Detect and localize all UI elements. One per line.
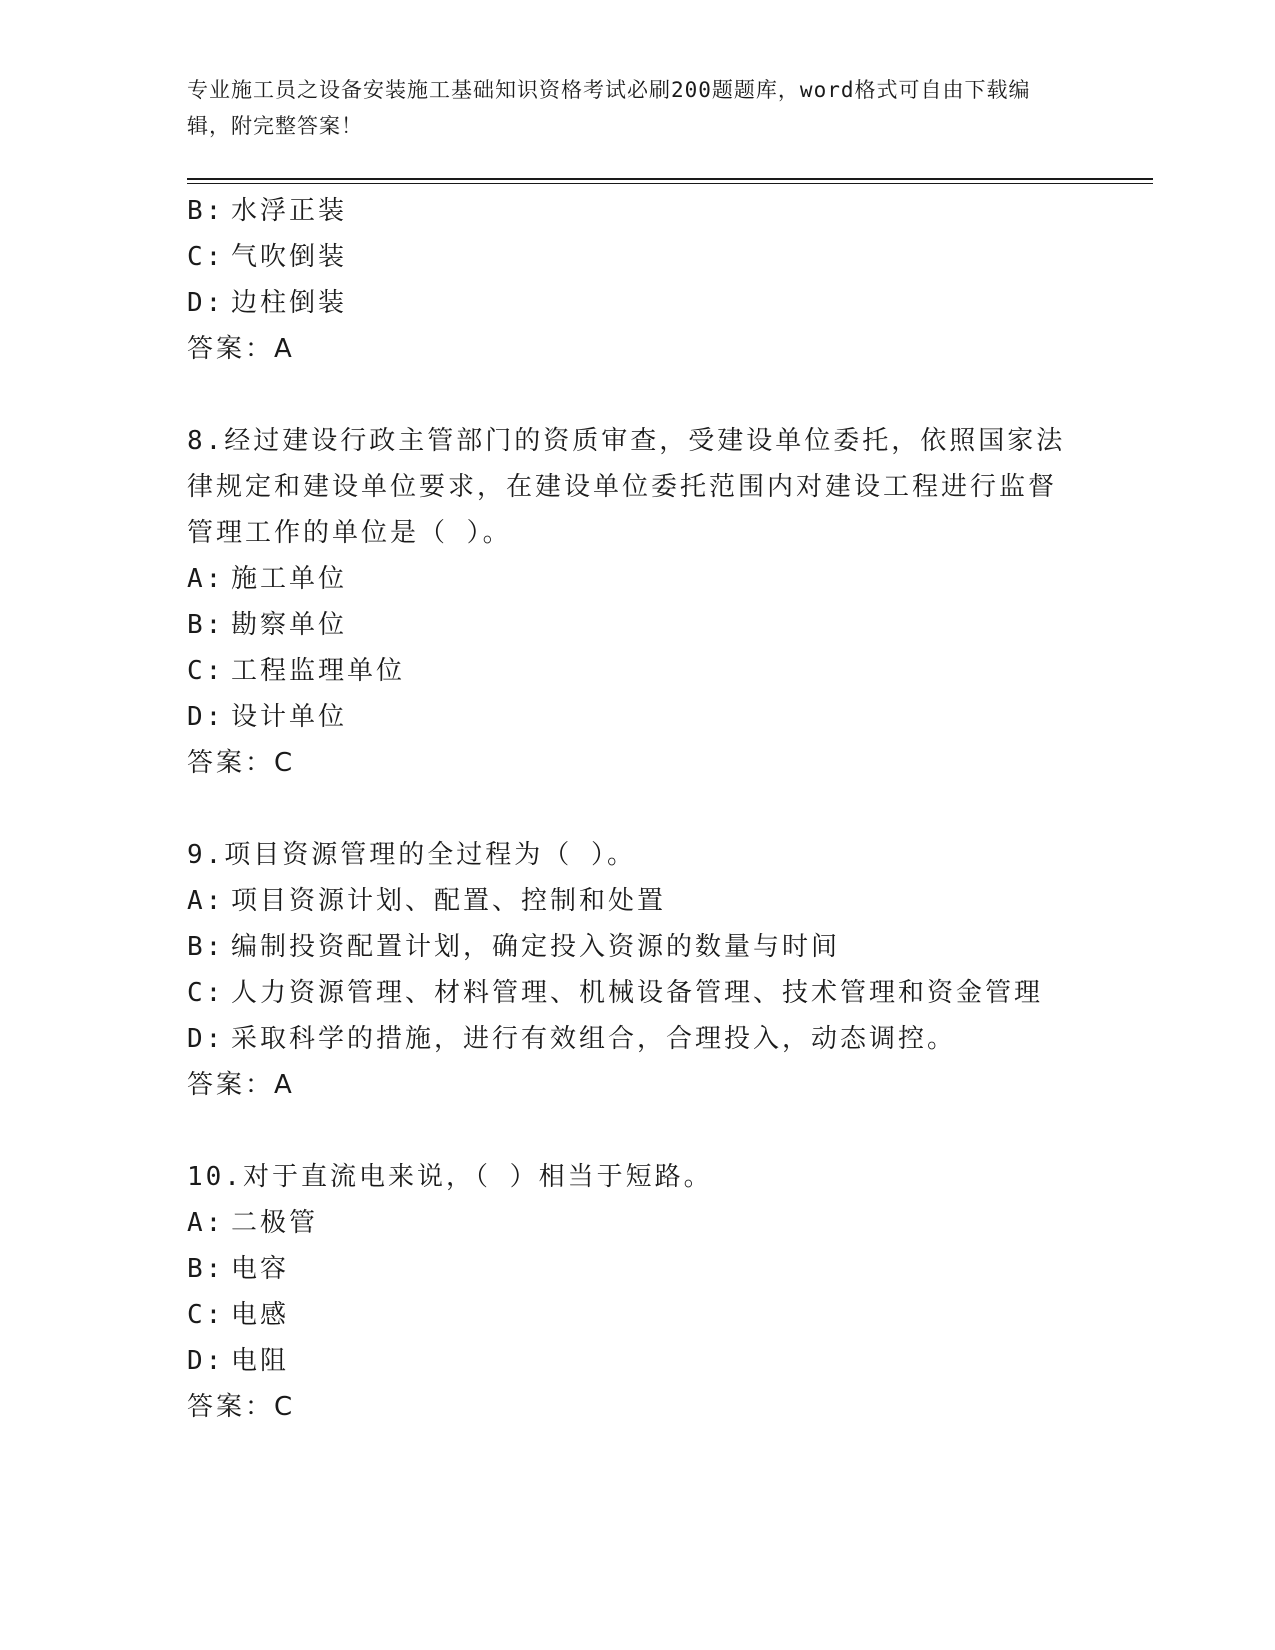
option-line [187,188,1087,234]
option-line [187,648,1087,694]
option-key: A: [187,564,225,594]
question-9 [187,832,1087,1108]
option-line [187,694,1087,740]
option-text: 二极管 [231,1208,319,1238]
question-stem-line: 8.经过建设行政主管部门的资质审查，受建设单位委托，依照国家法 [187,426,1066,456]
question-stem-line: 律规定和建设单位要求，在建设单位委托范围内对建设工程进行监督 [187,472,1058,502]
option-text: 采取科学的措施，进行有效组合，合理投入，动态调控。 [231,1024,957,1054]
header-rule-thin [187,183,1153,184]
question-10 [187,1154,1087,1430]
option-line [187,970,1087,1016]
option-line [187,280,1087,326]
option-text: 工程监理单位 [231,656,406,686]
spacer [187,786,1087,832]
option-text: 边柱倒装 [231,288,348,318]
option-line [187,1246,1087,1292]
answer-line: 答案：A [187,334,295,364]
option-line [187,1200,1087,1246]
option-text: 电感 [231,1300,290,1330]
option-line [187,556,1087,602]
header-rule-thick [187,178,1153,180]
question-content [187,188,1087,1430]
option-line [187,1338,1087,1384]
option-text: 编制投资配置计划，确定投入资源的数量与时间 [231,932,841,962]
option-key: D: [187,702,225,732]
option-line [187,234,1087,280]
question-stem-line: 管理工作的单位是（ ）。 [187,518,512,548]
option-key: D: [187,288,225,318]
option-text: 人力资源管理、材料管理、机械设备管理、技术管理和资金管理 [231,978,1044,1008]
spacer [187,372,1087,418]
option-line [187,1292,1087,1338]
option-key: B: [187,196,225,226]
spacer [187,1108,1087,1154]
option-key: C: [187,242,225,272]
option-key: C: [187,978,225,1008]
option-text: 电容 [231,1254,290,1284]
option-line [187,1016,1087,1062]
option-key: C: [187,1300,225,1330]
option-line [187,878,1087,924]
option-key: D: [187,1346,225,1376]
option-key: D: [187,1024,225,1054]
option-text: 项目资源计划、配置、控制和处置 [231,886,667,916]
question-stem-line: 9.项目资源管理的全过程为（ ）。 [187,840,636,870]
option-key: B: [187,932,225,962]
document-header: 专业施工员之设备安装施工基础知识资格考试必刷200题题库，word格式可自由下载编辑，附完整答案！ [187,78,1031,138]
answer-line: 答案：C [187,748,296,778]
option-text: 设计单位 [231,702,348,732]
option-key: C: [187,656,225,686]
option-key: B: [187,1254,225,1284]
previous-question-tail [187,188,1087,372]
option-text: 水浮正装 [231,196,348,226]
option-text: 施工单位 [231,564,348,594]
option-text: 电阻 [231,1346,290,1376]
option-key: B: [187,610,225,640]
option-line [187,924,1087,970]
question-8 [187,418,1087,786]
answer-line: 答案：A [187,1070,295,1100]
option-key: A: [187,886,225,916]
question-stem-line: 10.对于直流电来说，（ ）相当于短路。 [187,1162,713,1192]
option-line [187,602,1087,648]
answer-line: 答案：C [187,1392,296,1422]
option-text: 勘察单位 [231,610,348,640]
option-key: A: [187,1208,225,1238]
option-text: 气吹倒装 [231,242,348,272]
